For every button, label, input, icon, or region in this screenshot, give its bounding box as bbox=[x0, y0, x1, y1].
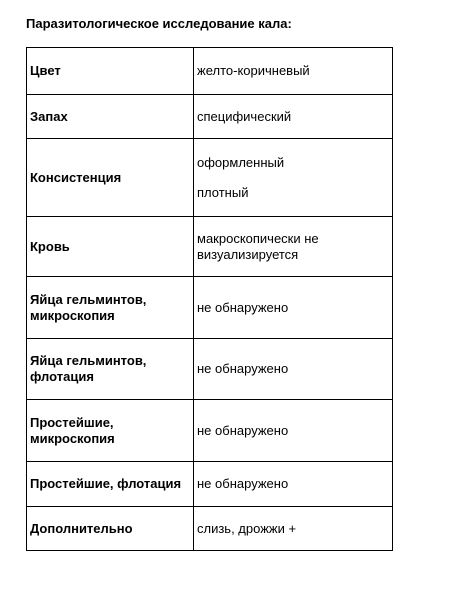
table-row bbox=[27, 277, 393, 339]
value-line: желто-коричневый bbox=[197, 63, 310, 78]
param-value bbox=[194, 277, 393, 339]
value-line: не обнаружено bbox=[197, 299, 289, 315]
table-row bbox=[27, 462, 393, 507]
value-line: не обнаружено bbox=[197, 361, 289, 376]
table-row bbox=[27, 339, 393, 400]
param-value bbox=[194, 217, 393, 277]
table-row bbox=[27, 95, 393, 139]
param-value bbox=[194, 339, 393, 400]
param-label: Простейшие, флотация bbox=[27, 462, 194, 507]
param-label: Яйца гельминтов, микроскопия bbox=[27, 277, 194, 339]
param-label: Яйца гельминтов, флотация bbox=[27, 339, 194, 400]
param-label: Запах bbox=[27, 95, 194, 139]
value-line: плотный bbox=[197, 184, 249, 200]
table-row bbox=[27, 400, 393, 462]
table-row bbox=[27, 507, 393, 551]
param-value bbox=[194, 462, 393, 507]
value-line: макроскопически не визуализируется bbox=[197, 230, 319, 262]
value-line: не обнаружено bbox=[197, 422, 289, 438]
table-row bbox=[27, 217, 393, 277]
param-label: Кровь bbox=[27, 217, 194, 277]
table-row bbox=[27, 48, 393, 95]
results-table bbox=[26, 47, 393, 551]
page-title: Паразитологическое исследование кала: bbox=[26, 16, 292, 31]
param-value bbox=[194, 95, 393, 139]
table-row bbox=[27, 139, 393, 217]
param-value bbox=[194, 400, 393, 462]
param-value bbox=[194, 139, 393, 217]
param-label: Дополнительно bbox=[27, 507, 194, 551]
value-line: слизь, дрожжи + bbox=[197, 520, 297, 536]
param-label: Консистенция bbox=[27, 139, 194, 217]
value-line: не обнаружено bbox=[197, 476, 289, 491]
value-line: специфический bbox=[197, 108, 292, 124]
value-line: оформленный bbox=[197, 154, 285, 170]
param-label: Цвет bbox=[27, 48, 194, 95]
param-label: Простейшие, микроскопия bbox=[27, 400, 194, 462]
param-value bbox=[194, 507, 393, 551]
param-value bbox=[194, 48, 393, 95]
